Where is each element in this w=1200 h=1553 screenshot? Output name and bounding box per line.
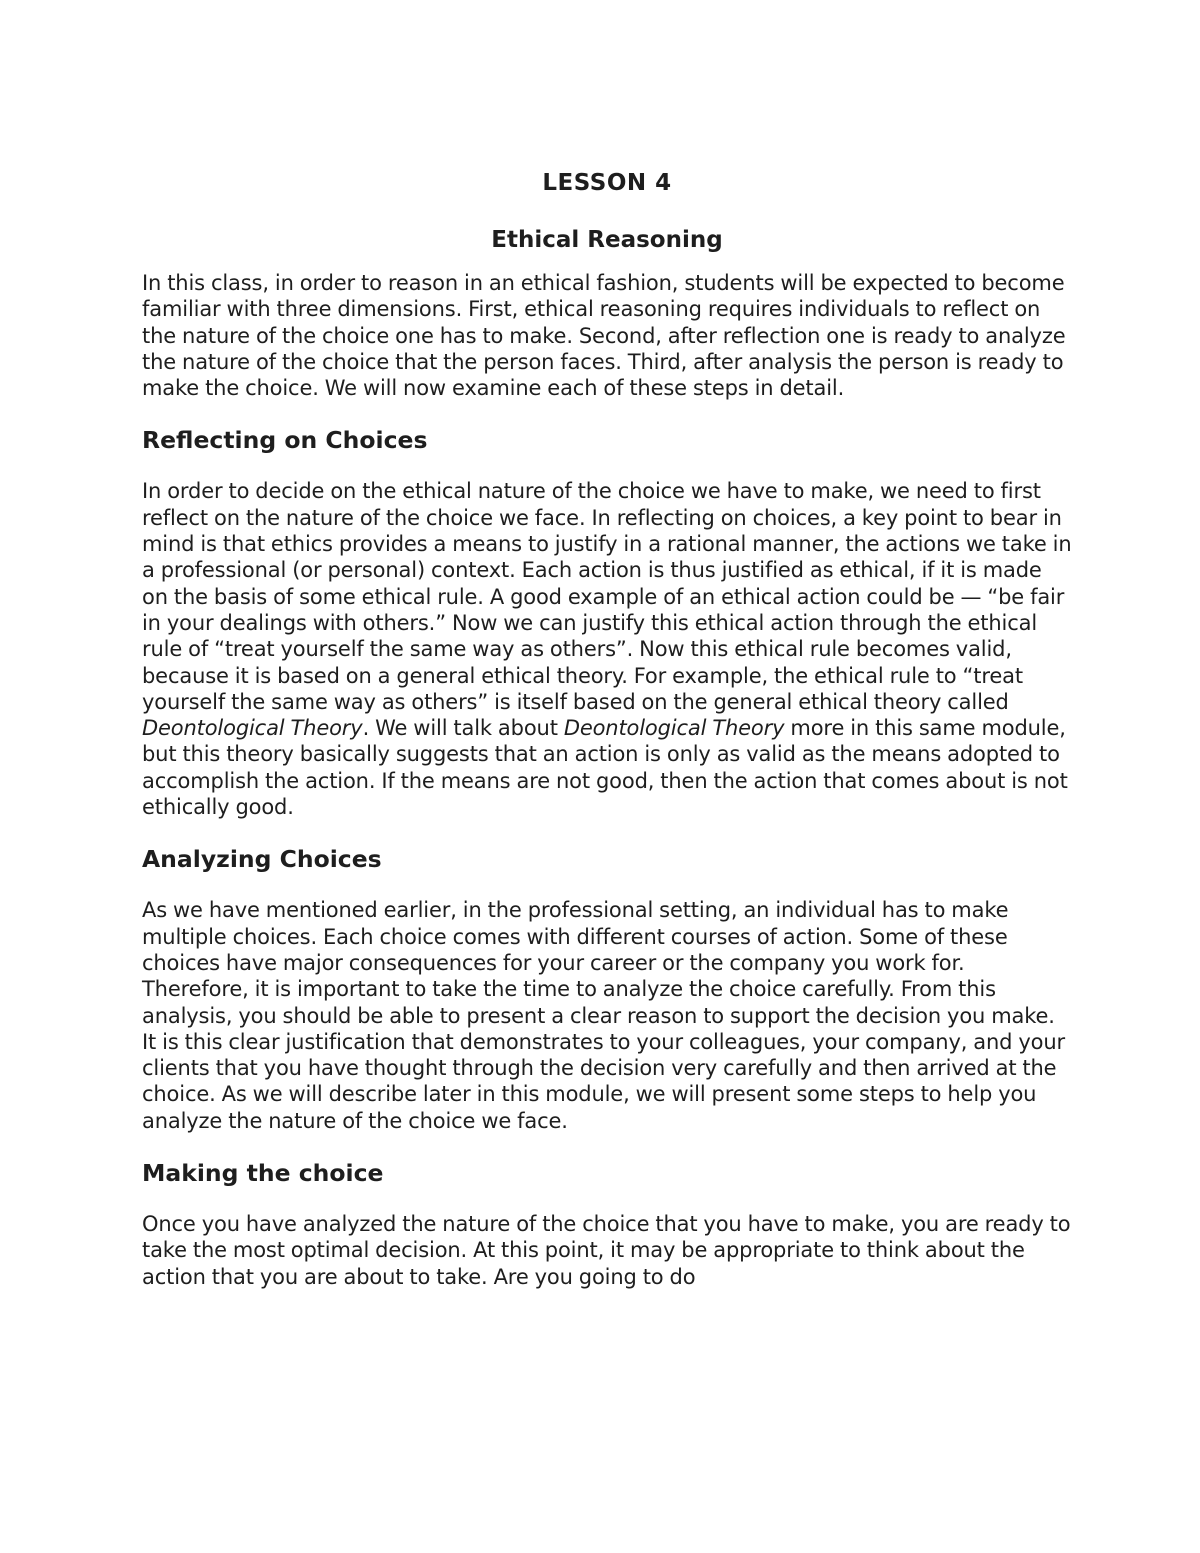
paragraph-text: more in this same module, but this theory basically suggests that an action is only as valid as the means adopted to accomplish the action. If the means are not good, then the action that comes about is not ethically good. [142,716,1068,820]
section-heading-analyzing: Analyzing Choices [142,845,382,874]
intro-paragraph: In this class, in order to reason in an ethical fashion, students will be expected to become familiar with three dimensions. First, ethical reasoning requires individuals to reflect on the nature of the choice one has to make. Second, after reflection one is ready to analyze the nature of the choice that the person faces. Third, after analysis the person is ready to make the choice. We will now examine each of these steps in detail. [142,271,1066,401]
paragraph-text: . We will talk about [362,716,564,741]
lesson-label: LESSON 4 [542,170,672,196]
lesson-title: Ethical Reasoning [491,227,723,253]
document-body [142,168,1072,1290]
section-heading-making: Making the choice [142,1159,384,1188]
emphasized-term: Deontological Theory [142,716,363,741]
section-paragraph-making: Once you have analyzed the nature of the choice that you have to make, you are ready to take the most optimal decision. At this point, it may be appropriate to think about the action that you are about to take. Are you going to do [142,1212,1071,1289]
section-paragraph-analyzing: As we have mentioned earlier, in the professional setting, an individual has to make multiple choices. Each choice comes with different courses of action. Some of these choices have major consequences for your career or the company you work for. Therefore, it is important to take the time to analyze the choice carefully. From this analysis, you should be able to present a clear reason to support the decision you make. It is this clear justification that demonstrates to your colleagues, your company, and your clients that you have thought through the decision very carefully and then arrived at the choice. As we will describe later in this module, we will present some steps to help you analyze the nature of the choice we face. [142,898,1065,1133]
section-heading-reflecting: Reflecting on Choices [142,426,428,455]
emphasized-term: Deontological Theory [563,716,785,741]
section-paragraph-reflecting [142,478,1072,820]
paragraph-text: In order to decide on the ethical nature of the choice we have to make, we need to first reflect on the nature of the choice we face. In reflecting on choices, a key point to bear in mind is that ethics provides a means to justify in a rational manner, the actions we take in a professional (or personal) context. Each action is thus justified as ethical, if it is made on the basis of some ethical rule. A good example of an ethical action could be — “be fair in your dealings with others.” Now we can justify this ethical action through the ethical rule of “treat yourself the same way as others”. Now this ethical rule becomes valid, because it is based on a general ethical theory. For example, the ethical rule to “treat yourself the same way as others” is itself based on the general ethical theory called [142,479,1072,714]
